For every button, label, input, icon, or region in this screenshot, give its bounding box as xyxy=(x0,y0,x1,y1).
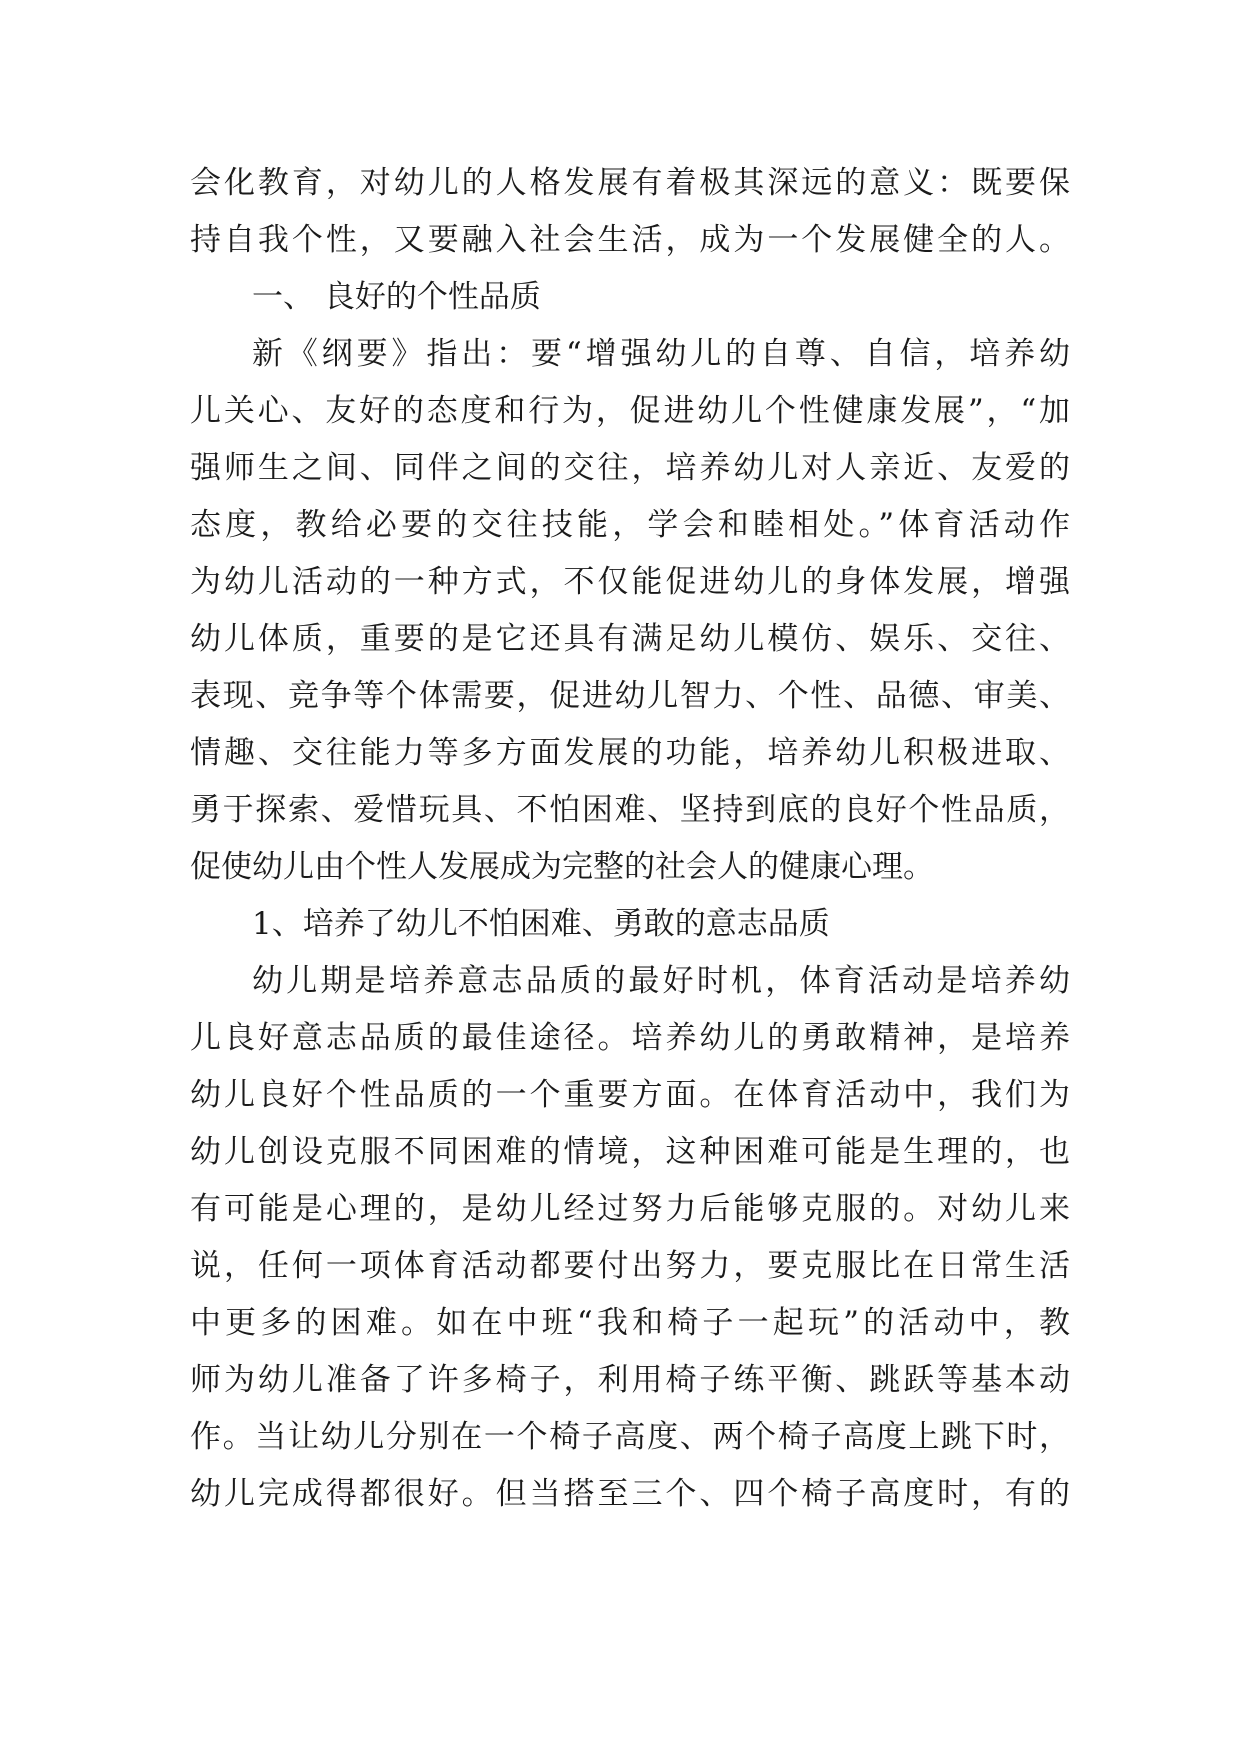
text-line: 幼儿完成得都很好。但当搭至三个、四个椅子高度时，有的 xyxy=(190,1476,1070,1512)
text-line: 促使幼儿由个性人发展成为完整的社会人的健康心理。 xyxy=(190,849,934,885)
text-line: 会化教育，对幼儿的人格发展有着极其深远的意义：既要保 xyxy=(190,165,1070,201)
text-line: 勇于探索、爱惜玩具、不怕困难、坚持到底的良好个性品质， xyxy=(190,792,1070,828)
subsection-heading: 1、培养了幼儿不怕困难、勇敢的意志品质 xyxy=(252,906,830,942)
text-line: 说，任何一项体育活动都要付出努力，要克服比在日常生活 xyxy=(190,1248,1070,1284)
text-line: 新《纲要》指出：要“增强幼儿的自尊、自信，培养幼 xyxy=(252,336,1070,372)
text-line: 幼儿创设克服不同困难的情境，这种困难可能是生理的，也 xyxy=(190,1134,1070,1170)
text-line: 持自我个性，又要融入社会生活，成为一个发展健全的人。 xyxy=(190,222,1070,258)
text-line: 为幼儿活动的一种方式，不仅能促进幼儿的身体发展，增强 xyxy=(190,564,1070,600)
body-text xyxy=(190,155,1070,1523)
text-line: 幼儿良好个性品质的一个重要方面。在体育活动中，我们为 xyxy=(190,1077,1070,1113)
text-line: 有可能是心理的，是幼儿经过努力后能够克服的。对幼儿来 xyxy=(190,1191,1070,1227)
section-heading: 一、 良好的个性品质 xyxy=(252,279,541,315)
text-line: 作。当让幼儿分别在一个椅子高度、两个椅子高度上跳下时， xyxy=(190,1419,1070,1455)
text-line: 中更多的困难。如在中班“我和椅子一起玩”的活动中，教 xyxy=(190,1305,1070,1341)
text-line: 幼儿体质，重要的是它还具有满足幼儿模仿、娱乐、交往、 xyxy=(190,621,1070,657)
text-line: 表现、竞争等个体需要，促进幼儿智力、个性、品德、审美、 xyxy=(190,678,1070,714)
text-line: 强师生之间、同伴之间的交往，培养幼儿对人亲近、友爱的 xyxy=(190,450,1070,486)
text-line: 幼儿期是培养意志品质的最好时机，体育活动是培养幼 xyxy=(252,963,1070,999)
text-line: 情趣、交往能力等多方面发展的功能，培养幼儿积极进取、 xyxy=(190,735,1070,771)
text-line: 儿良好意志品质的最佳途径。培养幼儿的勇敢精神，是培养 xyxy=(190,1020,1070,1056)
text-line: 师为幼儿准备了许多椅子，利用椅子练平衡、跳跃等基本动 xyxy=(190,1362,1070,1398)
text-line: 态度，教给必要的交往技能，学会和睦相处。”体育活动作 xyxy=(190,507,1070,543)
text-line: 儿关心、友好的态度和行为，促进幼儿个性健康发展”，“加 xyxy=(190,393,1070,429)
